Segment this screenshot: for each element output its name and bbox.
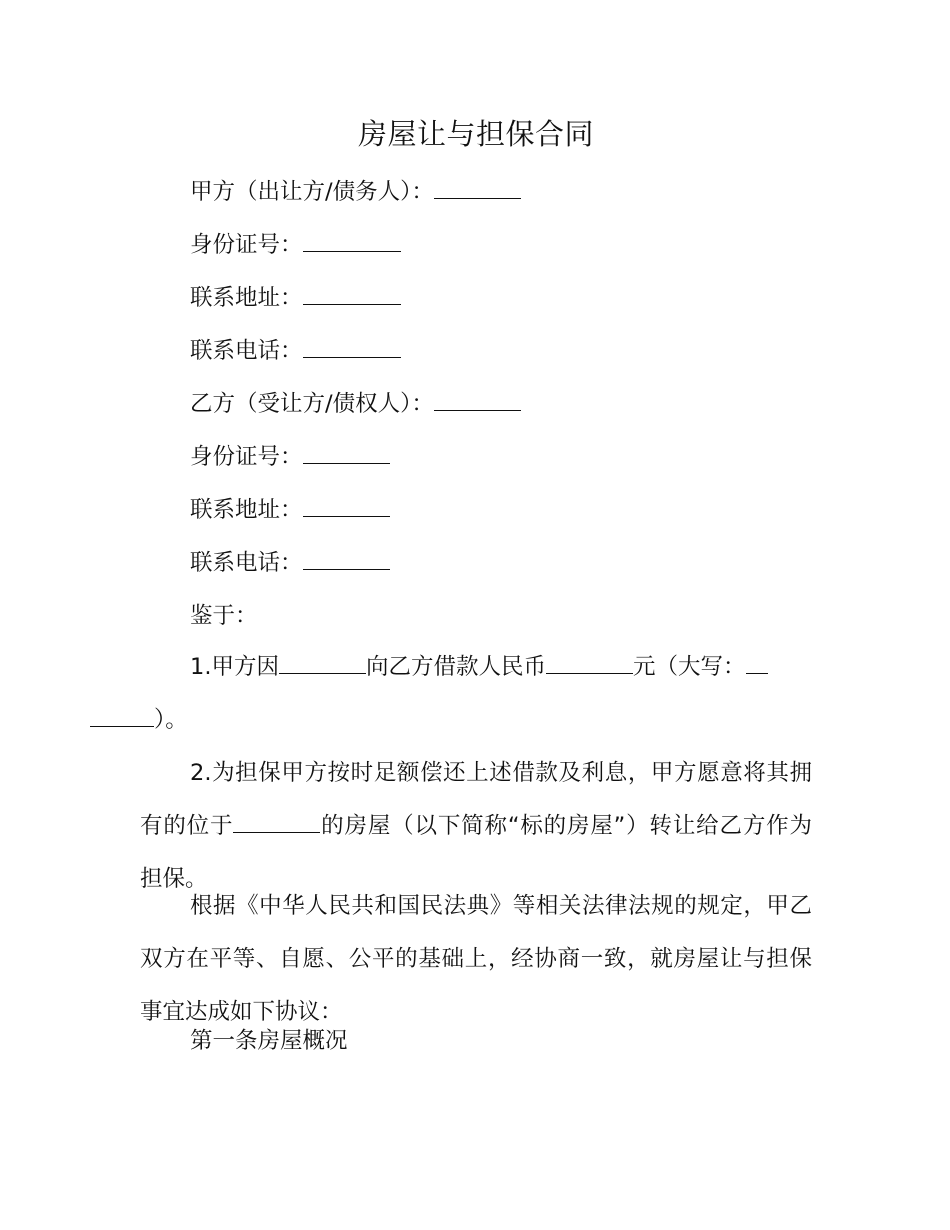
party-a-address-label: 联系地址：: [190, 285, 303, 311]
party-a-id-blank[interactable]: [303, 231, 401, 252]
clause-1-text-d: ）。: [154, 707, 188, 733]
party-b-label: 乙方（受让方/债权人）：: [190, 391, 434, 417]
property-location-blank[interactable]: [233, 812, 320, 833]
party-b-id-blank[interactable]: [303, 443, 390, 464]
party-b-id-line: [190, 441, 390, 473]
clause-1-text-c: 元（大写：: [632, 654, 746, 680]
clause-1-text-a: 1.甲方因: [190, 654, 279, 680]
party-a-id-label: 身份证号：: [190, 232, 303, 258]
party-b-address-line: [190, 494, 390, 526]
party-a-address-line: [190, 282, 401, 314]
article-1-heading: 第一条房屋概况: [190, 1028, 348, 1054]
party-a-line: [190, 176, 521, 208]
clause-1: [140, 641, 812, 747]
party-a-label: 甲方（出让方/债务人）：: [190, 179, 434, 205]
amount-words-blank-a[interactable]: [746, 653, 768, 674]
party-a-phone-label: 联系电话：: [190, 338, 303, 364]
party-b-address-label: 联系地址：: [190, 497, 303, 523]
party-a-blank[interactable]: [434, 178, 521, 199]
clause-2-text-b: 的房屋（以下简称“标的房屋”）转让给乙方作为担保。: [140, 813, 812, 892]
party-a-address-blank[interactable]: [303, 284, 401, 305]
party-a-phone-blank[interactable]: [303, 337, 401, 358]
basis-paragraph: 根据《中华人民共和国民法典》等相关法律法规的规定，甲乙双方在平等、自愿、公平的基础上，经协商一致，就房屋让与担保事宜达成如下协议：: [140, 893, 812, 1025]
whereas-label: 鉴于：: [190, 603, 258, 629]
party-a-id-line: [190, 229, 401, 261]
document-title: 房屋让与担保合同: [357, 117, 594, 151]
loan-amount-blank[interactable]: [546, 653, 633, 674]
party-b-line: [190, 388, 521, 420]
party-b-phone-label: 联系电话：: [190, 550, 303, 576]
party-a-phone-line: [190, 335, 401, 367]
party-b-address-blank[interactable]: [303, 496, 390, 517]
party-b-blank[interactable]: [434, 390, 521, 411]
party-b-id-label: 身份证号：: [190, 444, 303, 470]
amount-words-blank-b[interactable]: [90, 706, 154, 727]
clause-2-text-a: 2.为担保甲方按时足额偿还上述借款及利息，甲方愿意将其拥有的位于: [140, 760, 812, 839]
clause-1-text-b: 向乙方借款人民币: [365, 654, 546, 680]
party-b-phone-blank[interactable]: [303, 549, 390, 570]
party-b-phone-line: [190, 547, 390, 579]
loan-reason-blank[interactable]: [279, 653, 366, 674]
